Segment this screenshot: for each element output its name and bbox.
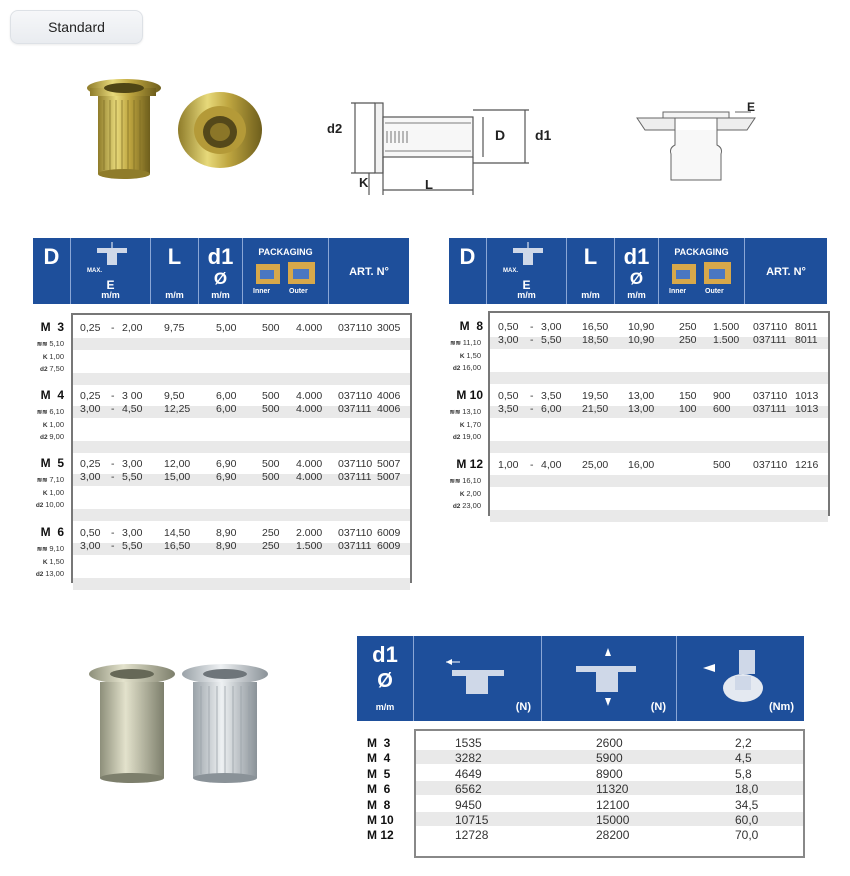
force-table-row (0, 782, 850, 797)
cell-dash: - (111, 322, 115, 334)
cell-d1: 5,00 (216, 322, 237, 334)
cell-inner: 500 (262, 322, 280, 334)
force-table-row (0, 736, 850, 751)
table-row (0, 540, 850, 554)
cell-outer: 1.500 (296, 540, 323, 552)
force-cell-v3: 5,8 (735, 766, 752, 781)
header-D: D (33, 238, 71, 304)
cell-inner: 500 (262, 390, 280, 402)
cell-dash: - (111, 403, 115, 415)
force-cell-m: M 3 (367, 736, 391, 750)
force-cell-v3: 4,5 (735, 751, 752, 766)
cell-art1: 037111 (753, 334, 787, 346)
cell-outer: 900 (713, 390, 731, 402)
force-cell-m: M 4 (367, 751, 391, 766)
cell-L: 16,50 (164, 540, 191, 552)
cell-outer: 1.500 (713, 334, 740, 346)
cell-e_min: 0,50 (80, 527, 101, 539)
dim-D: D (495, 127, 506, 143)
cell-art2: 8011 (795, 334, 818, 346)
force-cell-v1: 3282 (455, 751, 482, 766)
header-art: ART. N° (329, 238, 409, 304)
force-cell-v1: 6562 (455, 782, 482, 797)
force-cell-m: M 12 (367, 828, 394, 843)
force-cell-v2: 15000 (596, 813, 630, 827)
cell-dash: - (530, 403, 534, 415)
force-cell-v1: 12728 (455, 828, 489, 843)
header-L: L m/m (567, 238, 615, 304)
cell-e_max: 6,00 (541, 403, 562, 415)
cell-e_max: 3,00 (122, 527, 143, 539)
size-label: M 6 (40, 525, 64, 539)
cell-art2: 1013 (795, 390, 819, 402)
cell-outer: 4.000 (296, 458, 323, 470)
spec-table-right (0, 238, 850, 528)
table-row (0, 334, 850, 348)
cell-art2: 1216 (795, 459, 819, 471)
cell-dash: - (530, 321, 534, 333)
size-label: M 10 (456, 388, 483, 402)
force-cell-m: M 5 (367, 766, 391, 781)
cell-e_min: 3,00 (80, 540, 101, 552)
cell-L: 9,50 (164, 390, 185, 402)
force-cell-v3: 2,2 (735, 736, 752, 750)
force-cell-v3: 60,0 (735, 813, 759, 827)
cell-e_max: 3 00 (122, 390, 143, 402)
cell-e_min: 0,50 (498, 390, 519, 402)
side-K-value: K 1,70 (459, 419, 481, 429)
cell-art2: 3005 (377, 322, 401, 334)
cell-inner: 150 (679, 390, 697, 402)
size-label: M 3 (40, 320, 64, 334)
side-K-value: K 1,50 (42, 556, 64, 566)
row-stripe (73, 578, 410, 590)
cell-dash: - (111, 527, 115, 539)
force-table-row (0, 751, 850, 766)
brass-rivet-nut-photo (70, 70, 270, 190)
standard-label: Standard (48, 19, 105, 35)
dim-d1: d1 (535, 127, 552, 143)
cell-outer: 500 (713, 459, 731, 471)
force-header-pullout: (N) (414, 636, 542, 721)
force-cell-m: M 6 (367, 782, 391, 797)
force-cell-m: M 10 (367, 813, 394, 827)
cell-e_max: 5,50 (122, 471, 143, 483)
table-row (0, 459, 850, 473)
cell-art2: 5007 (377, 471, 401, 483)
cell-art1: 037110 (338, 527, 373, 539)
header-E: MAX. E m/m (71, 238, 151, 304)
cell-outer: 4.000 (296, 471, 323, 483)
cell-dash: - (111, 540, 115, 552)
cell-d1: 6,90 (216, 471, 237, 483)
cell-L: 18,50 (582, 334, 609, 346)
force-cell-v3: 70,0 (735, 828, 759, 843)
table-row (0, 403, 850, 417)
force-cell-v2: 2600 (596, 736, 623, 750)
side-d2-value: d2 13,00 (35, 569, 64, 578)
dim-d2: d2 (327, 121, 343, 136)
cell-e_min: 3,00 (498, 334, 519, 346)
cell-d1: 13,00 (628, 390, 655, 402)
header-art: ART. N° (745, 238, 827, 304)
installed-rivet-nut-drawing (635, 100, 765, 190)
cell-e_min: 1,00 (498, 459, 519, 471)
side-d2-value: d2 10,00 (35, 500, 64, 509)
cell-e_max: 4,50 (122, 403, 143, 415)
cell-art1: 037110 (338, 322, 373, 334)
side-K-value: K 2,00 (459, 488, 481, 498)
standard-tab[interactable] (10, 10, 143, 44)
cell-L: 15,00 (164, 471, 191, 483)
header-E: MAX. E m/m (487, 238, 567, 304)
cell-inner: 500 (262, 403, 280, 415)
cell-art1: 037111 (338, 403, 372, 415)
cell-e_min: 3,00 (80, 471, 101, 483)
cell-art1: 037111 (753, 403, 787, 415)
cell-art1: 037111 (338, 540, 372, 552)
cell-e_max: 4,00 (541, 459, 562, 471)
cell-art2: 4006 (377, 390, 401, 402)
force-cell-m: M 8 (367, 797, 391, 812)
cell-d1: 10,90 (628, 321, 655, 333)
cell-d1: 6,00 (216, 390, 237, 402)
cell-art2: 4006 (377, 403, 401, 415)
cell-art1: 037110 (753, 459, 788, 471)
header-d1: d1 Ø m/m (615, 238, 659, 304)
cell-e_min: 0,25 (80, 322, 101, 334)
force-cell-v1: 9450 (455, 797, 482, 812)
table-row (0, 321, 850, 335)
cell-inner: 500 (262, 458, 280, 470)
side-d2-value: d2 23,00 (452, 501, 481, 510)
side-thread-value: ≋≋ 11,10 (450, 338, 481, 347)
header-D: D (449, 238, 487, 304)
force-cell-v2: 12100 (596, 797, 630, 812)
force-cell-v2: 11320 (596, 782, 629, 797)
cell-L: 25,00 (582, 459, 609, 471)
dim-K: K (359, 175, 369, 190)
force-cell-v3: 18,0 (735, 782, 759, 797)
row-stripe (490, 372, 828, 384)
side-thread-value: ≋≋ 13,10 (449, 407, 481, 416)
force-cell-v1: 4649 (455, 766, 482, 781)
cell-e_max: 3,00 (122, 458, 143, 470)
cell-L: 12,25 (164, 403, 191, 415)
force-cell-v1: 10715 (455, 813, 489, 827)
cell-L: 9,75 (164, 322, 185, 334)
force-cell-v2: 28200 (596, 828, 630, 843)
cell-art2: 5007 (377, 458, 401, 470)
cell-inner: 250 (262, 540, 280, 552)
cell-d1: 10,90 (628, 334, 655, 346)
dim-L: L (425, 177, 433, 192)
cell-e_min: 3,50 (498, 403, 519, 415)
cell-dash: - (111, 390, 115, 402)
cell-outer: 2.000 (296, 527, 323, 539)
side-thread-value: ≋≋ 7,10 (36, 475, 64, 484)
force-header-d1: d1 Ø m/m (357, 636, 414, 721)
force-table-row (0, 813, 850, 828)
size-label: M 5 (40, 456, 64, 470)
header-L: L m/m (151, 238, 199, 304)
force-header-torque: (Nm) (677, 636, 804, 721)
cell-d1: 6,00 (216, 403, 237, 415)
force-cell-v2: 8900 (596, 766, 623, 781)
force-table-row (0, 798, 850, 813)
size-label: M 12 (456, 457, 483, 471)
force-cell-v2: 5900 (596, 751, 623, 766)
cell-e_max: 5,50 (541, 334, 562, 346)
cell-L: 19,50 (582, 390, 609, 402)
cell-art2: 6009 (377, 527, 401, 539)
cell-d1: 8,90 (216, 540, 237, 552)
cell-art1: 037110 (338, 458, 373, 470)
cell-outer: 4.000 (296, 390, 323, 402)
cell-inner: 250 (262, 527, 280, 539)
cell-art2: 1013 (795, 403, 819, 415)
cell-art1: 037110 (753, 390, 788, 402)
side-thread-value: ≋≋ 6,10 (36, 407, 64, 416)
rivet-nut-dimension-drawing (325, 95, 565, 205)
cell-dash: - (111, 471, 115, 483)
table-row (0, 527, 850, 541)
cell-art2: 8011 (795, 321, 818, 333)
cell-dash: - (530, 334, 534, 346)
row-stripe (490, 510, 828, 522)
size-label: M 8 (459, 319, 483, 333)
header-packaging: PACKAGING Inner Outer (243, 238, 329, 304)
side-thread-value: ≋≋ 9,10 (36, 544, 64, 553)
cell-d1: 6,90 (216, 458, 237, 470)
cell-inner: 500 (262, 471, 280, 483)
cell-outer: 4.000 (296, 403, 323, 415)
cell-outer: 1.500 (713, 321, 740, 333)
side-d2-value: d2 7,50 (39, 364, 64, 373)
cell-e_min: 0,25 (80, 390, 101, 402)
cell-inner: 100 (679, 403, 697, 415)
header-packaging: PACKAGING Inner Outer (659, 238, 745, 304)
cell-dash: - (111, 458, 115, 470)
cell-outer: 600 (713, 403, 731, 415)
force-header-pushout: (N) (542, 636, 677, 721)
force-table-row (0, 767, 850, 782)
side-K-value: K 1,00 (42, 419, 64, 429)
row-stripe (490, 475, 828, 487)
cell-art2: 6009 (377, 540, 401, 552)
force-table (0, 636, 850, 876)
dim-E: E (747, 100, 756, 114)
side-K-value: K 1,00 (42, 487, 64, 497)
cell-art1: 037110 (338, 390, 373, 402)
cell-art1: 037111 (338, 471, 372, 483)
cell-dash: - (530, 459, 534, 471)
cell-e_max: 3,00 (541, 321, 562, 333)
size-label: M 4 (40, 388, 64, 402)
side-thread-value: ≋≋ 16,10 (449, 476, 481, 485)
side-K-value: K 1,50 (459, 350, 481, 360)
cell-outer: 4.000 (296, 322, 323, 334)
cell-inner: 250 (679, 321, 697, 333)
cell-L: 16,50 (582, 321, 609, 333)
side-thread-value: ≋≋ 5,10 (36, 339, 64, 348)
cell-inner: 250 (679, 334, 697, 346)
cell-dash: - (530, 390, 534, 402)
side-d2-value: d2 16,00 (452, 363, 481, 372)
cell-L: 12,00 (164, 458, 191, 470)
cell-e_min: 0,50 (498, 321, 519, 333)
side-K-value: K 1,00 (42, 351, 64, 361)
side-d2-value: d2 9,00 (39, 432, 64, 441)
side-d2-value: d2 19,00 (452, 432, 481, 441)
cell-art1: 037110 (753, 321, 788, 333)
cell-L: 14,50 (164, 527, 191, 539)
cell-e_min: 0,25 (80, 458, 101, 470)
force-cell-v1: 1535 (455, 736, 482, 750)
cell-d1: 13,00 (628, 403, 655, 415)
table-row (0, 390, 850, 404)
cell-e_min: 3,00 (80, 403, 101, 415)
cell-e_max: 2,00 (122, 322, 143, 334)
cell-e_max: 5,50 (122, 540, 143, 552)
cell-d1: 16,00 (628, 459, 655, 471)
row-stripe (490, 441, 828, 453)
force-cell-v3: 34,5 (735, 797, 759, 812)
cell-e_max: 3,50 (541, 390, 562, 402)
header-d1: d1 Ø m/m (199, 238, 243, 304)
cell-d1: 8,90 (216, 527, 237, 539)
force-table-row (0, 828, 850, 843)
cell-L: 21,50 (582, 403, 609, 415)
